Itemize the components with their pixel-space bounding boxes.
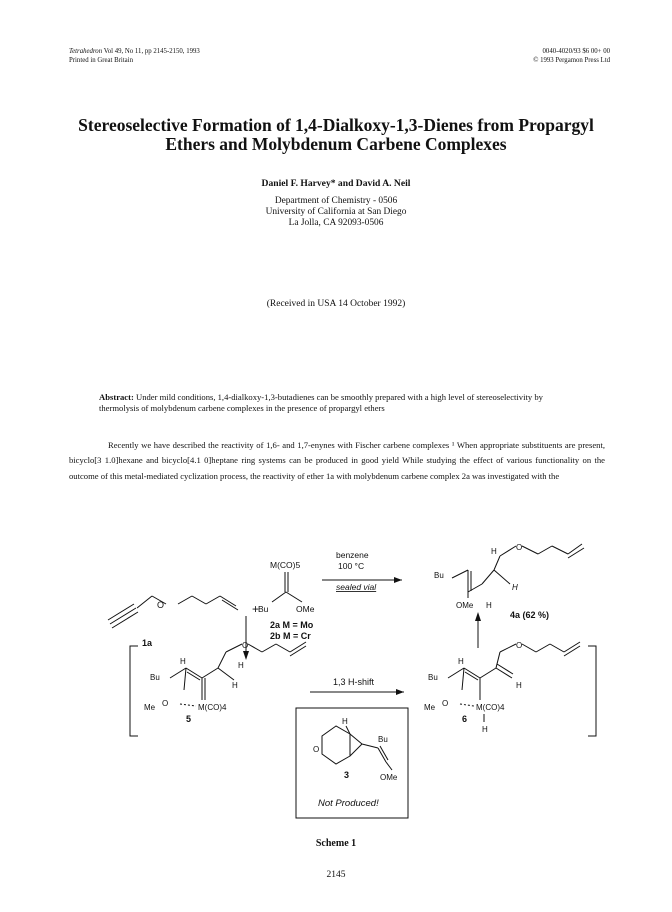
issn-code: 0040-4020/93 $6 00+ 00 <box>542 48 610 55</box>
page-number: 2145 <box>326 870 346 880</box>
compound-4a-structure <box>452 544 584 598</box>
reagent-bu: Bu <box>258 604 269 614</box>
h-5-right-1: H <box>238 661 244 670</box>
bracket-left <box>130 646 138 736</box>
abstract-label: Abstract: <box>99 392 134 402</box>
journal-citation <box>69 48 200 56</box>
abstract <box>99 392 573 414</box>
h-5-top: H <box>180 657 186 666</box>
bu-6: Bu <box>428 673 438 682</box>
product-4a-label: 4a (62 %) <box>510 610 550 620</box>
plus-sign: + <box>252 602 260 616</box>
o-3: O <box>313 745 320 754</box>
o-5-chelate: O <box>162 699 169 708</box>
journal-name: Tetrahedron <box>69 48 103 55</box>
compound-5-label: 5 <box>186 714 192 724</box>
printed-note: Printed in Great Britain <box>69 57 133 64</box>
h-4a-right: H <box>512 583 518 592</box>
received-date: (Received in USA 14 October 1992) <box>266 299 406 309</box>
paper-title: Stereoselective Formation of 1,4-Dialkoxy-1,3-Dienes from Propargyl Ethers and Molybdenum Carbene Complexes <box>78 115 594 154</box>
compound-1a-structure <box>108 596 238 628</box>
compound-3-structure <box>322 726 392 770</box>
bu-5: Bu <box>150 673 160 682</box>
affiliation-dept: Department of Chemistry - 0506 <box>274 196 398 206</box>
compound-2-structure <box>272 572 302 602</box>
compound-6-label: 6 <box>462 714 468 724</box>
body-text <box>69 438 605 484</box>
chem-o-4a: O <box>516 543 523 552</box>
authors: Daniel F. Harvey* and David A. Neil <box>261 178 411 189</box>
chem-o-5: O <box>242 641 249 650</box>
chem-o-6: O <box>516 641 523 650</box>
mco4-6: M(CO)4 <box>476 703 505 712</box>
me-6: Me <box>424 703 436 712</box>
reagent-ome: OMe <box>296 604 315 614</box>
ome-4a: OMe <box>456 601 474 610</box>
h-5-right-2: H <box>232 681 238 690</box>
body-paragraph: Recently we have described the reactivity of 1,6- and 1,7-enynes with Fischer carbene complexes ¹ When appropriate substituents are present, bicyclo[3 1.0]hexane and bicyclo[4.1 0]heptane ring systems can be produced in good yield While studying the effect of various functionality on the outcome of this metal-mediated cyclization process, the reactivity of ether 1a with molybdenum carbene complex 2a was investigated with the <box>69 440 605 481</box>
not-produced-label: Not Produced! <box>318 798 379 809</box>
bu-3: Bu <box>378 735 388 744</box>
h-3: H <box>342 717 348 726</box>
affiliation-city: La Jolla, CA 92093-0506 <box>288 218 384 228</box>
condition-temp: 100 °C <box>338 561 365 571</box>
abstract-text: Under mild conditions, 1,4-dialkoxy-1,3-butadienes can be smoothly prepared with a high level of stereoselectivity by thermolysis of molybdenum carbene complexes in the presence of propargyl ethers <box>99 392 543 413</box>
scheme-caption: Scheme 1 <box>315 838 357 849</box>
me-5: Me <box>144 703 156 712</box>
citation-details: Vol 49, No 11, pp 2145-2150, 1993 <box>103 48 200 55</box>
scheme-1-figure <box>0 540 672 840</box>
mco4-5: M(CO)4 <box>198 703 227 712</box>
h-4a-bottom: H <box>486 601 492 610</box>
compound-6-structure <box>448 642 580 722</box>
h-6-top: H <box>458 657 464 666</box>
condition-solvent: benzene <box>336 550 369 560</box>
h-4a-top: H <box>491 547 497 556</box>
compound-5-structure <box>170 642 306 706</box>
chem-o-1a: O <box>157 600 165 610</box>
compound-1a-label: 1a <box>142 638 153 648</box>
label-2a: 2a M = Mo <box>270 620 314 630</box>
ome-3: OMe <box>380 773 398 782</box>
affiliation-univ: University of California at San Diego <box>265 207 407 217</box>
label-2b: 2b M = Cr <box>270 631 311 641</box>
copyright: © 1993 Pergamon Press Ltd <box>533 57 610 64</box>
bu-4a: Bu <box>434 571 444 580</box>
h-6-right: H <box>516 681 522 690</box>
shift-label: 1,3 H-shift <box>333 677 375 687</box>
affiliation <box>0 196 672 229</box>
h-6-bottom: H <box>482 725 488 734</box>
reagent-mco5: M(CO)5 <box>270 560 301 570</box>
bracket-right <box>588 646 596 736</box>
compound-3-label: 3 <box>344 770 350 780</box>
condition-vial: sealed vial <box>336 582 377 592</box>
o-6-chelate: O <box>442 699 449 708</box>
